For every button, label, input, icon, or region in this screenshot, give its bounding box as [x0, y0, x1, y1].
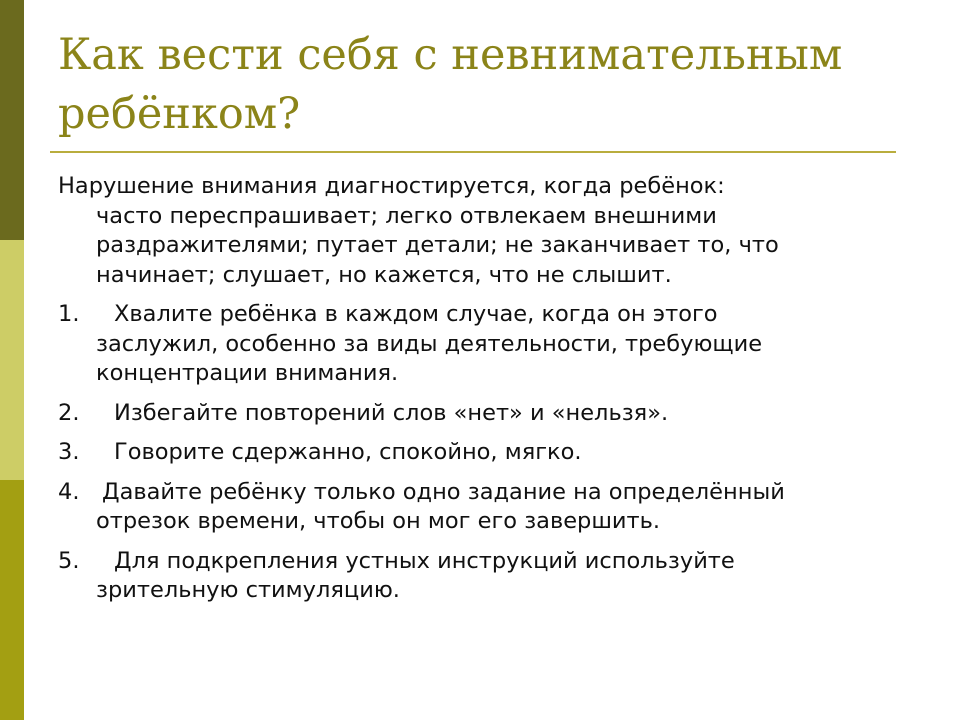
list-item-number: 1.: [58, 301, 80, 327]
list-item: [58, 438, 928, 468]
list-item-number: 4.: [58, 478, 80, 505]
intro-line: раздражителями; путает детали; не заканчивает то, что: [96, 232, 779, 258]
slide-title: [58, 26, 918, 144]
intro-paragraph: [58, 172, 928, 290]
list-item-number: 3.: [58, 439, 80, 465]
list-item-number: 5.: [58, 547, 80, 574]
slide-title-line-1: Как вести себя с невнимательным: [58, 30, 843, 80]
title-underline: [50, 151, 896, 153]
list-item-text: Для подкрепления устных инструкций используйте: [114, 547, 735, 574]
list-item-text: зрительную стимуляцию.: [96, 577, 400, 603]
list-item: [58, 300, 928, 389]
list-item: [58, 478, 928, 537]
list-item: [58, 547, 928, 606]
slide-title-line-2: ребёнком?: [58, 89, 301, 139]
intro-line: начинает; слушает, но кажется, что не слышит.: [96, 261, 672, 288]
side-bar-dark: [0, 0, 24, 240]
list-item-text: Хвалите ребёнка в каждом случае, когда он этого: [114, 301, 718, 327]
list-item-text: Говорите сдержанно, спокойно, мягко.: [114, 439, 582, 465]
list-item-number: 2.: [58, 399, 80, 426]
list-item-text: Избегайте повторений слов «нет» и «нельзя».: [114, 399, 669, 426]
list-item-text: концентрации внимания.: [96, 360, 399, 386]
intro-line: часто переспрашивает; легко отвлекаем внешними: [96, 202, 717, 229]
intro-line: Нарушение внимания диагностируется, когда ребёнок:: [58, 173, 725, 199]
list-item-text: отрезок времени, чтобы он мог его завершить.: [96, 508, 661, 534]
side-bar-light: [0, 240, 24, 480]
list-item: [58, 399, 928, 429]
list-item-text: заслужил, особенно за виды деятельности, требующие: [96, 330, 763, 357]
side-bar-mid: [0, 480, 24, 720]
slide-body: [58, 172, 928, 616]
list-item-text: Давайте ребёнку только одно задание на определённый: [102, 478, 785, 505]
